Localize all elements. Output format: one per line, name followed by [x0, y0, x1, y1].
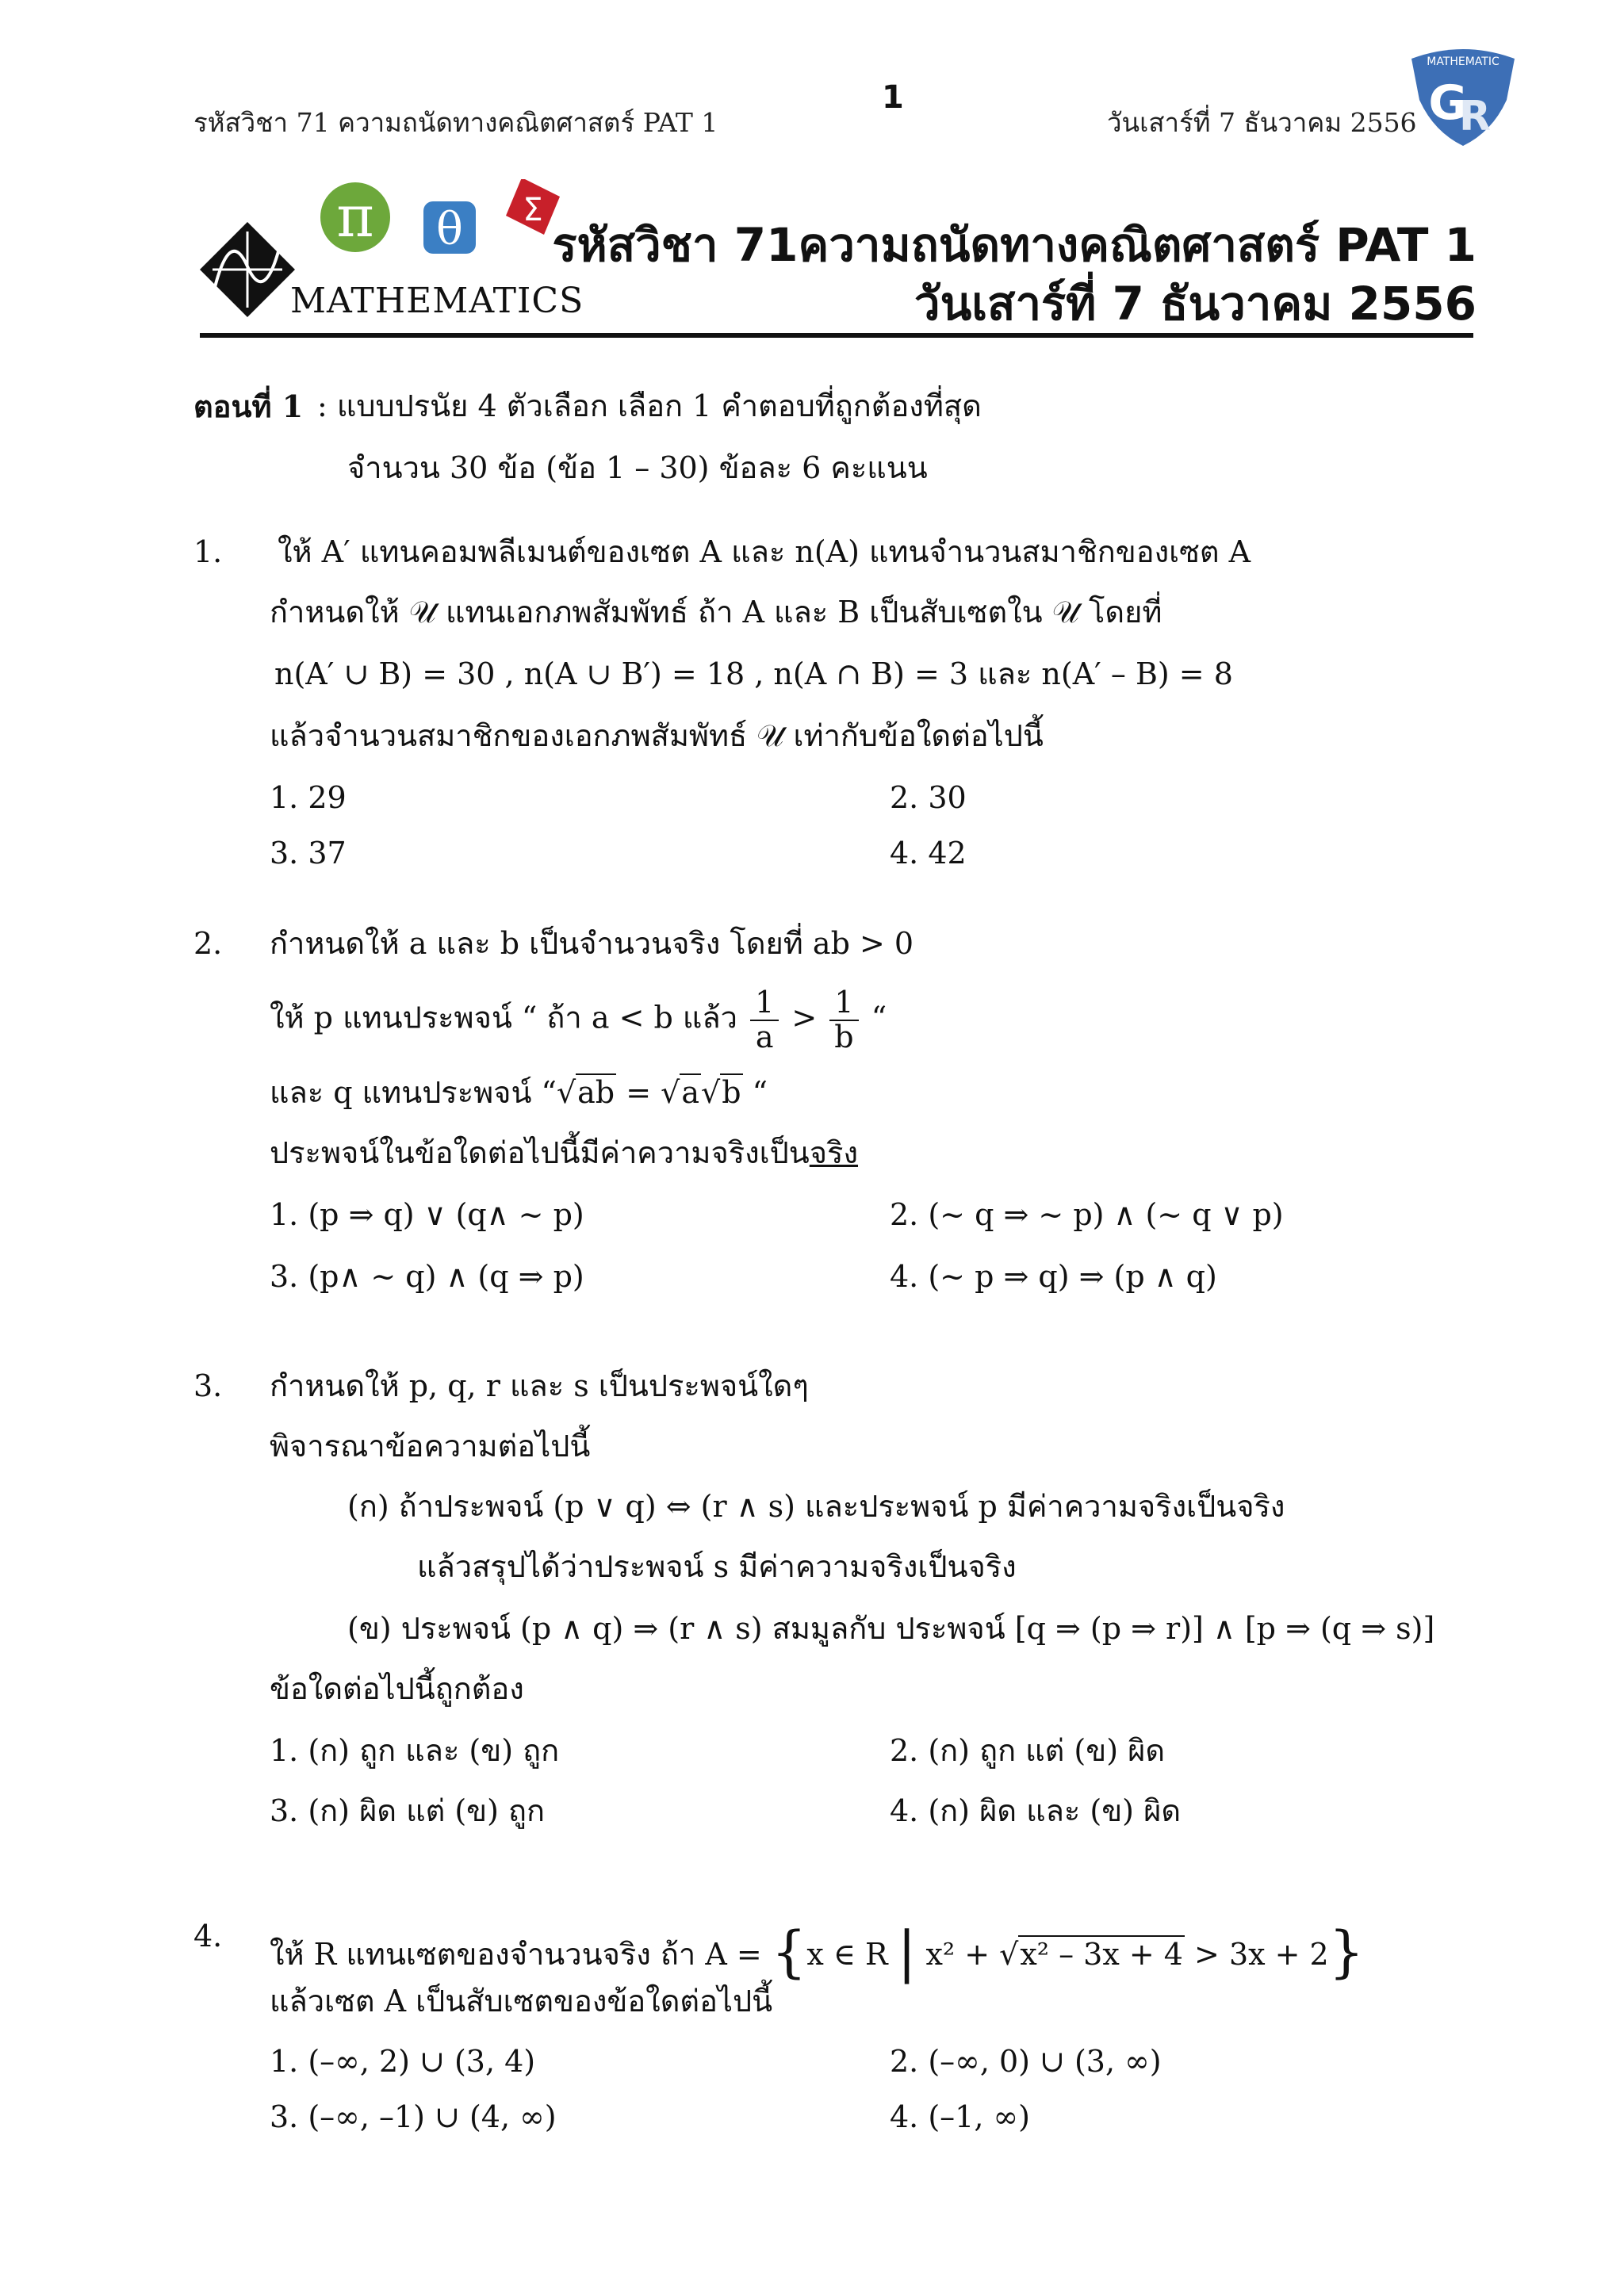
q2-option-4: 4. (~ p ⇒ q) ⇒ (p ∧ q) — [890, 1259, 1217, 1294]
q2-line2: ให้ p แทนประพจน์ “ ถ้า a < b แล้ว $\frac{1}{a}$ > $\frac{1}{b}$ “ — [270, 985, 887, 1054]
q1-option-4: 4. 42 — [890, 836, 967, 871]
q4-line2: แล้วเซต A เป็นสับเซตของข้อใดต่อไปนี้ — [270, 1984, 773, 2019]
q4-number: 4. — [193, 1919, 223, 1954]
logo-word: MATHEMATICS — [290, 281, 584, 321]
q2-option-3: 3. (p∧ ~ q) ∧ (q ⇒ p) — [270, 1259, 584, 1294]
title-divider — [200, 333, 1473, 338]
q3-number: 3. — [193, 1368, 223, 1403]
q4-option-2: 2. (–∞, 0) ∪ (3, ∞) — [890, 2044, 1162, 2079]
q1-option-3: 3. 37 — [270, 836, 347, 871]
q1-line3: n(A′ ∪ B) = 30 , n(A ∪ B′) = 18 , n(A ∩ B) = 3 และ n(A′ – B) = 8 — [274, 656, 1233, 691]
q4-option-1: 1. (–∞, 2) ∪ (3, 4) — [270, 2044, 536, 2079]
q3-line5: (ข) ประพจน์ (p ∧ q) ⇒ (r ∧ s) สมมูลกับ ประพจน์ [q ⇒ (p ⇒ r)] ∧ [p ⇒ (q ⇒ s)] — [347, 1611, 1435, 1646]
page-number: 1 — [882, 79, 904, 116]
q2-line3: และ q แทนประพจน์ “√ab = √a√b “ — [270, 1075, 768, 1110]
q1-option-2: 2. 30 — [890, 780, 967, 815]
theta-glyph: θ — [436, 204, 463, 255]
q3-line3: (ก) ถ้าประพจน์ (p ∨ q) ⇔ (r ∧ s) และประพจน์ p มีค่าความจริงเป็นจริง — [347, 1489, 1285, 1524]
section-label: ตอนที่ 1 — [193, 388, 304, 424]
q1-line2: กำหนดให้ 𝒰 แทนเอกภพสัมพัทธ์ ถ้า A และ B เป็นสับเซตใน 𝒰 โดยที่ — [270, 595, 1162, 629]
q3-option-3: 3. (ก) ผิด แต่ (ข) ถูก — [270, 1793, 546, 1828]
q4-line1: ให้ R แทนเซตของจำนวนจริง ถ้า A = {x ∈ R | x² + √x² – 3x + 4 > 3x + 2} — [270, 1919, 1365, 1984]
page-title-line2: วันเสาร์ที่ 7 ธันวาคม 2556 — [914, 277, 1477, 331]
q4-option-4: 4. (–1, ∞) — [890, 2099, 1030, 2134]
q3-line2: พิจารณาข้อความต่อไปนี้ — [270, 1429, 591, 1464]
q1-number: 1. — [193, 534, 223, 569]
svg-text:G: G — [1428, 75, 1468, 131]
q2-line4: ประพจน์ในข้อใดต่อไปนี้มีค่าความจริงเป็นจริง — [270, 1135, 859, 1170]
q1-line1: ให้ A′ แทนคอมพลีเมนต์ของเซต A และ n(A) แทนจำนวนสมาชิกของเซต A — [278, 534, 1251, 569]
q2-line1: กำหนดให้ a และ b เป็นจำนวนจริง โดยที่ ab > 0 — [270, 926, 914, 961]
q1-line4: แล้วจำนวนสมาชิกของเอกภพสัมพัทธ์ 𝒰 เท่ากับข้อใดต่อไปนี้ — [270, 718, 1044, 753]
q3-option-1: 1. (ก) ถูก และ (ข) ถูก — [270, 1733, 560, 1768]
gr-badge-logo — [1405, 44, 1521, 147]
badge-text: MATHEMATIC — [1427, 55, 1500, 68]
header-right: วันเสาร์ที่ 7 ธันวาคม 2556 — [1107, 107, 1417, 138]
q3-line4: แล้วสรุปได้ว่าประพจน์ s มีค่าความจริงเป็นจริง — [417, 1549, 1017, 1584]
pi-glyph: π — [336, 183, 374, 250]
header-left: รหัสวิชา 71 ความถนัดทางคณิตศาสตร์ PAT 1 — [193, 107, 718, 138]
q3-line6: ข้อใดต่อไปนี้ถูกต้อง — [270, 1671, 524, 1706]
q2-option-2: 2. (~ q ⇒ ~ p) ∧ (~ q ∨ p) — [890, 1197, 1284, 1232]
q3-option-4: 4. (ก) ผิด และ (ข) ผิด — [890, 1793, 1182, 1828]
sigma-glyph: Σ — [523, 192, 543, 228]
q1-option-1: 1. 29 — [270, 780, 347, 815]
section-line1: : แบบปรนัย 4 ตัวเลือก เลือก 1 คำตอบที่ถูกต้องที่สุด — [317, 388, 982, 423]
q4-option-3: 3. (–∞, –1) ∪ (4, ∞) — [270, 2099, 557, 2134]
section-line2: จำนวน 30 ข้อ (ข้อ 1 – 30) ข้อละ 6 คะแนน — [347, 450, 928, 485]
page-title-line1: รหัสวิชา 71ความถนัดทางคณิตศาสตร์ PAT 1 — [552, 218, 1477, 272]
svg-text:R: R — [1458, 93, 1492, 140]
q2-option-1: 1. (p ⇒ q) ∨ (q∧ ~ p) — [270, 1197, 584, 1232]
q2-number: 2. — [193, 926, 223, 961]
q3-option-2: 2. (ก) ถูก แต่ (ข) ผิด — [890, 1733, 1166, 1768]
q3-line1: กำหนดให้ p, q, r และ s เป็นประพจน์ใดๆ — [270, 1368, 809, 1403]
